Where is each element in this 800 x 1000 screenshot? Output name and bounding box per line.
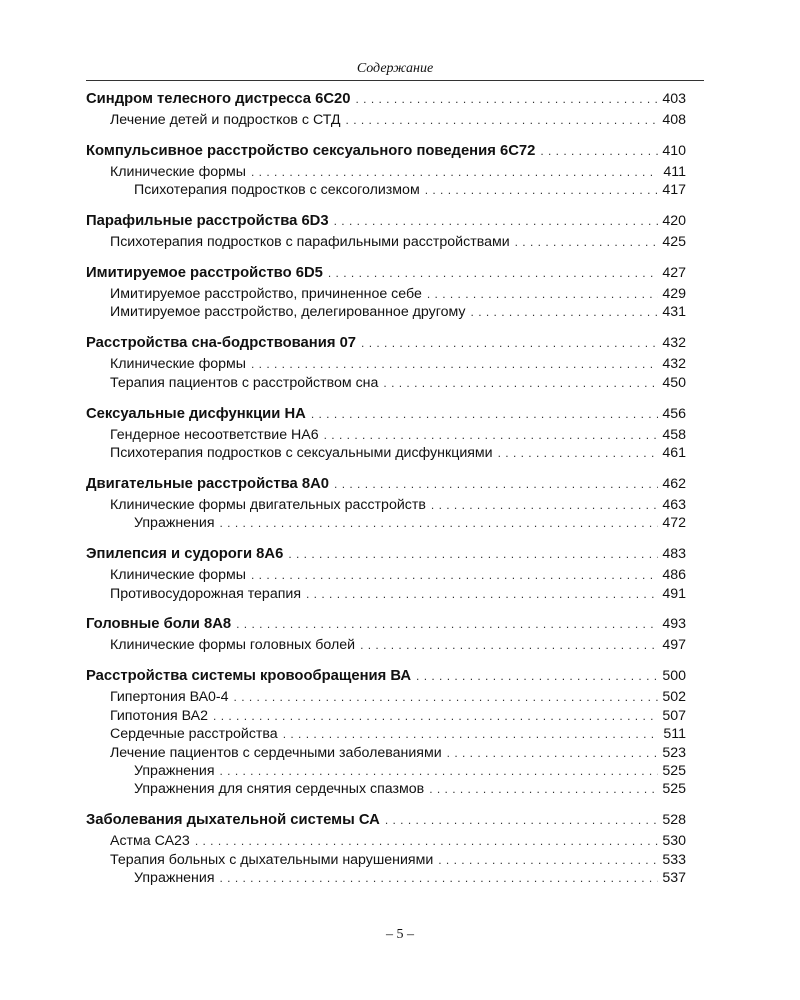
- dot-leader: [510, 233, 658, 251]
- toc-entry-title: Лечение пациентов с сердечными заболеваниями: [110, 744, 442, 761]
- toc-page-number: 483: [662, 546, 686, 563]
- toc-page-number: 462: [662, 475, 686, 492]
- toc-page-number: 458: [662, 426, 686, 443]
- toc-entry-title: Расстройства системы кровообращения ВА: [86, 668, 412, 685]
- toc-page-number: 410: [662, 142, 686, 159]
- toc-page-number: 493: [662, 616, 686, 633]
- toc-subsection-entry[interactable]: [86, 585, 686, 603]
- dot-leader: [215, 869, 659, 887]
- toc-entry-title: Гипотония ВА2: [110, 707, 209, 724]
- dot-leader: [215, 762, 659, 780]
- toc-subsection-entry[interactable]: [86, 303, 686, 321]
- toc-subsection-entry[interactable]: [86, 744, 686, 762]
- toc-page-number: 502: [662, 689, 686, 706]
- toc-subsection-entry[interactable]: [86, 725, 686, 743]
- toc-entry-title: Упражнения: [134, 762, 215, 779]
- toc-subsection-entry[interactable]: [86, 374, 686, 392]
- toc-entry-title: Терапия больных с дыхательными нарушениями: [110, 851, 434, 868]
- toc-page-number: 500: [662, 668, 686, 685]
- toc-page-number: 511: [663, 726, 686, 743]
- dot-leader: [378, 374, 658, 392]
- toc-page-number: 450: [662, 374, 686, 391]
- page-number: – 5 –: [386, 927, 414, 942]
- toc-section-entry[interactable]: [86, 261, 686, 285]
- toc-entry-title: Клинические формы: [110, 163, 246, 180]
- toc-section-entry[interactable]: [86, 612, 686, 636]
- toc-page-number: 461: [662, 445, 686, 462]
- dot-leader: [306, 402, 658, 426]
- toc-entry-title: Гендерное несоответствие НА6: [110, 426, 319, 443]
- toc-page-number: 525: [662, 781, 686, 798]
- toc-page-number: 432: [662, 356, 686, 373]
- dot-leader: [426, 496, 658, 514]
- header-rule: [86, 80, 704, 81]
- toc-subsection-entry[interactable]: [86, 111, 686, 129]
- toc-section-entry[interactable]: [86, 209, 686, 233]
- toc-entry-title: Клинические формы: [110, 567, 246, 584]
- toc-page-number: 456: [662, 405, 686, 422]
- toc-page-number: 411: [663, 163, 686, 180]
- toc-subsection-entry[interactable]: [86, 566, 686, 584]
- dot-leader: [190, 832, 658, 850]
- dot-leader: [329, 209, 658, 233]
- toc-subsection-entry[interactable]: [86, 444, 686, 462]
- toc-entry-title: Имитируемое расстройство, делегированное другому: [110, 304, 466, 321]
- toc-entry-title: Клинические формы двигательных расстройств: [110, 496, 426, 513]
- toc-entry-title: Синдром телесного дистресса 6С20: [86, 91, 351, 107]
- dot-leader: [215, 514, 659, 532]
- toc-entry-title: Терапия пациентов с расстройством сна: [110, 374, 379, 391]
- toc-entry-title: Психотерапия подростков с сексуальными дисфункциями: [110, 445, 493, 462]
- toc-section-entry[interactable]: [86, 808, 686, 832]
- toc-page-number: 530: [662, 833, 686, 850]
- dot-leader: [319, 426, 658, 444]
- toc-entry-title: Имитируемое расстройство 6D5: [86, 265, 323, 282]
- dot-leader: [466, 303, 658, 321]
- toc-page-number: 403: [662, 91, 686, 107]
- dot-leader: [420, 181, 658, 199]
- toc-section-entry[interactable]: [86, 87, 686, 111]
- toc-entry-title: Головные боли 8А8: [86, 616, 232, 633]
- toc-entry-title: Психотерапия подростков с парафильными расстройствами: [110, 234, 510, 251]
- toc-section-entry[interactable]: [86, 402, 686, 426]
- toc-entry-title: Расстройства сна-бодрствования 07: [86, 335, 357, 352]
- dot-leader: [231, 612, 658, 636]
- dot-leader: [350, 87, 658, 111]
- toc-subsection-entry[interactable]: [86, 426, 686, 444]
- toc-subsection-entry[interactable]: [86, 688, 686, 706]
- toc-entry-title: Эпилепсия и судороги 8А6: [86, 546, 284, 563]
- toc-entry-title: Двигательные расстройства 8А0: [86, 475, 330, 492]
- dot-leader: [246, 355, 658, 373]
- toc-page-number: 432: [662, 335, 686, 352]
- toc-subsection-entry[interactable]: [86, 285, 686, 303]
- toc-page-number: 431: [662, 304, 686, 321]
- toc-subsubsection-entry[interactable]: [86, 869, 686, 887]
- dot-leader: [246, 566, 658, 584]
- toc-page-number: 408: [662, 112, 686, 128]
- toc-entry-title: Имитируемое расстройство, причиненное себе: [110, 286, 422, 303]
- toc-entry-title: Психотерапия подростков с сексоголизмом: [134, 182, 420, 199]
- dot-leader: [323, 261, 658, 285]
- toc-page-number: 463: [662, 496, 686, 513]
- toc-page-number: 533: [662, 851, 686, 868]
- toc-subsection-entry[interactable]: [86, 851, 686, 869]
- toc-entry-title: Противосудорожная терапия: [110, 585, 302, 602]
- toc-page-number: 417: [662, 182, 686, 199]
- toc-page-number: 497: [662, 637, 686, 654]
- dot-leader: [380, 808, 658, 832]
- toc-section-entry[interactable]: [86, 664, 686, 688]
- toc-page-number: 427: [662, 265, 686, 282]
- toc-subsection-entry[interactable]: [86, 707, 686, 725]
- dot-leader: [341, 111, 658, 129]
- toc-entry-title: Упражнения: [134, 869, 215, 886]
- toc-subsection-entry[interactable]: [86, 233, 686, 251]
- toc-section-entry[interactable]: [86, 139, 686, 163]
- toc-entry-title: Клинические формы: [110, 356, 246, 373]
- dot-leader: [411, 664, 658, 688]
- toc-entry-title: Упражнения для снятия сердечных спазмов: [134, 781, 425, 798]
- dot-leader: [329, 472, 658, 496]
- dot-leader: [246, 163, 658, 181]
- dot-leader: [301, 585, 658, 603]
- toc-entry-title: Клинические формы головных болей: [110, 637, 356, 654]
- dot-leader: [424, 780, 658, 798]
- dot-leader: [278, 725, 658, 743]
- dot-leader: [442, 744, 658, 762]
- toc-page-number: 491: [662, 585, 686, 602]
- toc-page-number: 429: [662, 286, 686, 303]
- dot-leader: [535, 139, 658, 163]
- toc-subsection-entry[interactable]: [86, 163, 686, 181]
- toc-page-number: 537: [662, 869, 686, 886]
- dot-leader: [433, 851, 658, 869]
- dot-leader: [283, 542, 658, 566]
- toc-section-entry[interactable]: [86, 542, 686, 566]
- dot-leader: [493, 444, 658, 462]
- toc-entry-title: Сексуальные дисфункции НА: [86, 405, 306, 422]
- toc-entry-title: Астма СА23: [110, 833, 190, 850]
- toc-entry-title: Компульсивное расстройство сексуального поведения 6С72: [86, 142, 536, 159]
- toc-subsection-entry[interactable]: [86, 355, 686, 373]
- toc-page-number: 486: [662, 567, 686, 584]
- table-of-contents: [86, 87, 686, 887]
- toc-entry-title: Упражнения: [134, 515, 215, 532]
- dot-leader: [356, 331, 658, 355]
- toc-page-number: 523: [662, 744, 686, 761]
- dot-leader: [229, 688, 658, 706]
- toc-entry-title: Заболевания дыхательной системы СА: [86, 812, 380, 829]
- toc-subsubsection-entry[interactable]: [86, 762, 686, 780]
- toc-entry-title: Парафильные расстройства 6D3: [86, 213, 329, 230]
- toc-page-number: 528: [662, 812, 686, 829]
- dot-leader: [355, 636, 658, 654]
- toc-entry-title: Лечение детей и подростков с СТД: [110, 112, 341, 128]
- toc-section-entry[interactable]: [86, 472, 686, 496]
- toc-entry-title: Гипертония ВА0-4: [110, 689, 229, 706]
- running-header-title: Содержание: [356, 61, 434, 76]
- toc-subsection-entry[interactable]: [86, 832, 686, 850]
- dot-leader: [422, 285, 658, 303]
- toc-page-number: 472: [662, 515, 686, 532]
- toc-page-number: 525: [662, 762, 686, 779]
- toc-entry-title: Сердечные расстройства: [110, 726, 278, 743]
- toc-section-entry[interactable]: [86, 331, 686, 355]
- dot-leader: [208, 707, 658, 725]
- toc-subsubsection-entry[interactable]: [86, 780, 686, 798]
- toc-page-number: 425: [662, 234, 686, 251]
- toc-page-number: 507: [662, 707, 686, 724]
- toc-subsection-entry[interactable]: [86, 636, 686, 654]
- toc-subsubsection-entry[interactable]: [86, 514, 686, 532]
- toc-subsection-entry[interactable]: [86, 496, 686, 514]
- toc-page-number: 420: [662, 213, 686, 230]
- toc-subsubsection-entry[interactable]: [86, 181, 686, 199]
